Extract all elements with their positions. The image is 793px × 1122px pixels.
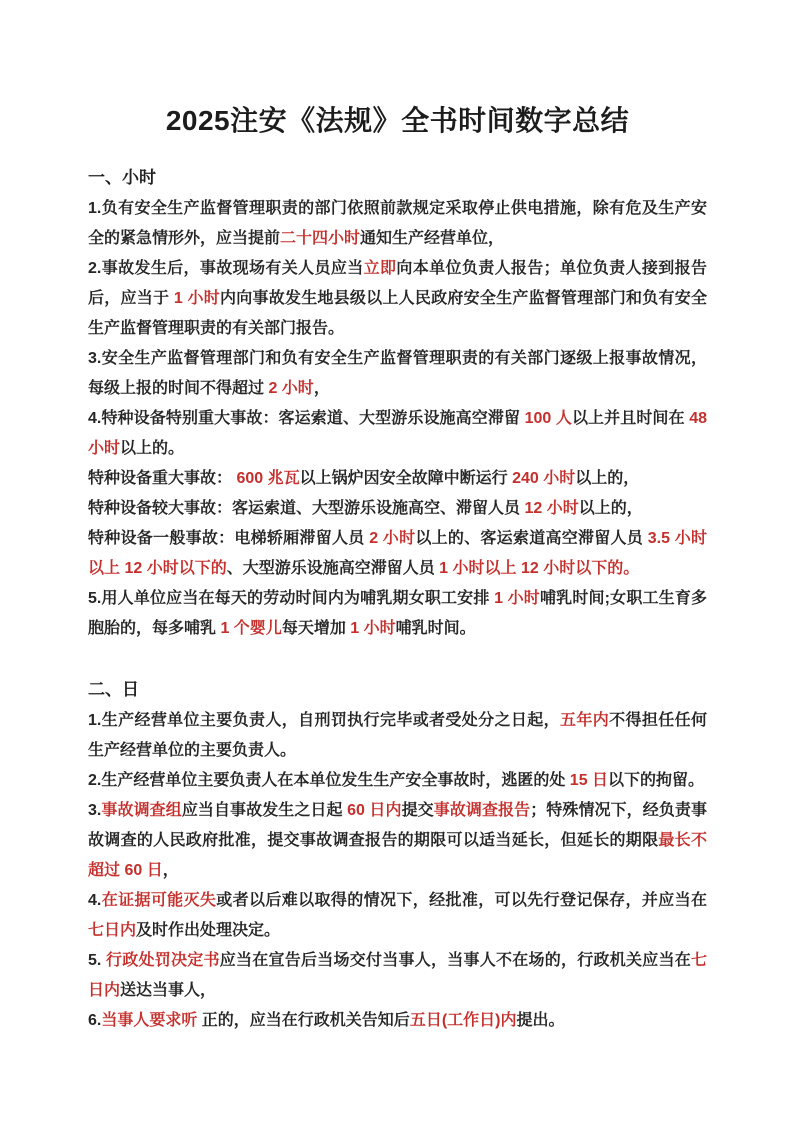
text-run: 通知生产经营单位，: [360, 230, 505, 247]
text-run: 3.: [88, 802, 102, 819]
highlight-run: 行政处罚决定书: [106, 952, 220, 969]
text-run: 2.生产经营单位主要负责人在本单位发生生产安全事故时，逃匿的处: [88, 772, 570, 789]
text-run: 特种设备较大事故：客运索道、大型游乐设施高空、滞留人员: [88, 500, 525, 517]
document-title: 2025注安《法规》全书时间数字总结: [165, 105, 630, 136]
text-run: 4.: [88, 892, 102, 909]
text-run: ，: [313, 380, 330, 397]
text-run: 哺乳时间。: [395, 620, 476, 637]
highlight-run: 48 小时: [88, 410, 707, 457]
paragraph: [88, 464, 707, 494]
section-heading: 二、日: [88, 680, 139, 699]
highlight-run: 事故调查报告: [433, 802, 531, 819]
highlight-run: 15 日: [569, 772, 609, 789]
text-run: ，: [162, 862, 179, 879]
text-run: 1.负有安全生产监督管理职责的部门依照前款规定采取停止供电措施，除有危及生产安全的紧急情形外，应当提前: [88, 200, 707, 247]
text-run: 哺乳时间;女职工生育多胞胎的，每多哺乳: [88, 590, 707, 637]
text-run: 5.用人单位应当在每天的劳动时间内为哺乳期女职工安排: [88, 590, 495, 607]
highlight-run: 60 日内: [347, 802, 402, 819]
text-run: 特种设备一般事故：电梯轿厢滞留人员: [88, 530, 370, 547]
text-run: 特种设备重大事故：: [88, 470, 237, 487]
paragraph: [88, 706, 707, 766]
text-run: 以上的、客运索道高空滞留人员: [415, 530, 648, 547]
paragraph: [88, 254, 707, 344]
text-run: 向本单位负责人报告；单位负责人接到报告后，应当于: [88, 260, 707, 307]
text-run: 以上的，: [575, 470, 640, 487]
text-run: ；特殊情况下，经负责事故调查的人民政府批准，提交事故调查报告的期限可以适当延长，但延长的期限: [88, 802, 707, 849]
highlight-run: 最长不超过 60 日: [88, 832, 707, 879]
text-run: 、大型游乐设施高空滞留人员: [226, 560, 440, 577]
highlight-run: 事故调查组: [101, 802, 182, 819]
text-run: 以上锅炉因安全故障中断运行: [299, 470, 513, 487]
highlight-run: 12 小时: [524, 500, 579, 517]
highlight-run: 七日内: [88, 922, 137, 939]
paragraph: [88, 404, 707, 464]
highlight-run: 七日内: [88, 952, 707, 999]
paragraph: [88, 886, 707, 946]
paragraph: [88, 584, 707, 644]
highlight-run: 1 小时: [350, 620, 396, 637]
text-run: 应当在宣告后当场交付当事人，当事人不在场的，行政机关应当在: [219, 952, 691, 969]
paragraph: [88, 494, 707, 524]
highlight-run: 2 小时: [369, 530, 416, 547]
highlight-run: 二十四小时: [280, 230, 361, 247]
document-content: [88, 162, 707, 1036]
text-run: 或者以后难以取得的情况下，经批准，可以先行登记保存，并应当在: [216, 892, 707, 909]
highlight-run: 立即: [363, 260, 397, 277]
text-run: 1.生产经营单位主要负责人，自刑罚执行完毕或者受处分之日起，: [88, 712, 561, 729]
highlight-run: 2 小时: [268, 380, 314, 397]
section-1: [88, 162, 707, 644]
text-run: 4.特种设备特别重大事故：客运索道、大型游乐设施高空滞留: [88, 410, 525, 427]
text-run: 应当自事故发生之日起: [181, 802, 348, 819]
text-run: 以上的，: [578, 500, 643, 517]
text-run: 提出。: [516, 1012, 565, 1029]
highlight-run: 五年内: [560, 712, 610, 729]
highlight-run: 1 小时以上 12 小时以下的。: [439, 560, 640, 577]
highlight-run: 当事人要求听: [101, 1012, 198, 1029]
highlight-run: 240 小时: [512, 470, 576, 487]
section-2: [88, 674, 707, 1036]
highlight-run: 在证据可能灭失: [101, 892, 217, 909]
paragraph: [88, 524, 707, 584]
text-run: 不得担任任何生产经营单位的主要负责人。: [88, 712, 707, 759]
highlight-run: 600 兆瓦: [236, 470, 300, 487]
text-run: 以下的拘留。: [608, 772, 705, 789]
text-run: 及时作出处理决定。: [136, 922, 281, 939]
text-run: 6.: [88, 1012, 102, 1029]
paragraph: [88, 796, 707, 886]
text-run: 送达当事人，: [120, 982, 217, 999]
paragraph: [88, 946, 707, 1006]
text-run: 5.: [88, 952, 107, 969]
paragraph: [88, 1006, 707, 1036]
text-run: 内向事故发生地县级以上人民政府安全生产监督管理部门和负有安全生产监督管理职责的有关部门报告。: [88, 290, 707, 337]
text-run: 以上的。: [120, 440, 185, 457]
section-heading: 一、小时: [88, 168, 156, 187]
text-run: 提交: [401, 802, 434, 819]
highlight-run: 1 小时: [173, 290, 220, 307]
text-run: 每天增加: [281, 620, 351, 637]
text-run: 3.安全生产监督管理部门和负有安全生产监督管理职责的有关部门逐级上报事故情况，每级上报的时间不得超过: [88, 350, 707, 397]
highlight-run: 100 人: [524, 410, 572, 427]
paragraph: [88, 766, 707, 796]
paragraph: [88, 194, 707, 254]
highlight-run: 1 个婴儿: [220, 620, 282, 637]
text-run: 2.事故发生后，事故现场有关人员应当: [88, 260, 364, 277]
text-run: 正的，应当在行政机关告知后: [197, 1012, 410, 1029]
highlight-run: 五日(工作日)内: [409, 1012, 517, 1029]
paragraph: [88, 344, 707, 404]
text-run: 以上并且时间在: [571, 410, 690, 427]
highlight-run: 1 小时: [494, 590, 540, 607]
highlight-run: 3.5 小时以上 12 小时以下的: [88, 530, 707, 577]
